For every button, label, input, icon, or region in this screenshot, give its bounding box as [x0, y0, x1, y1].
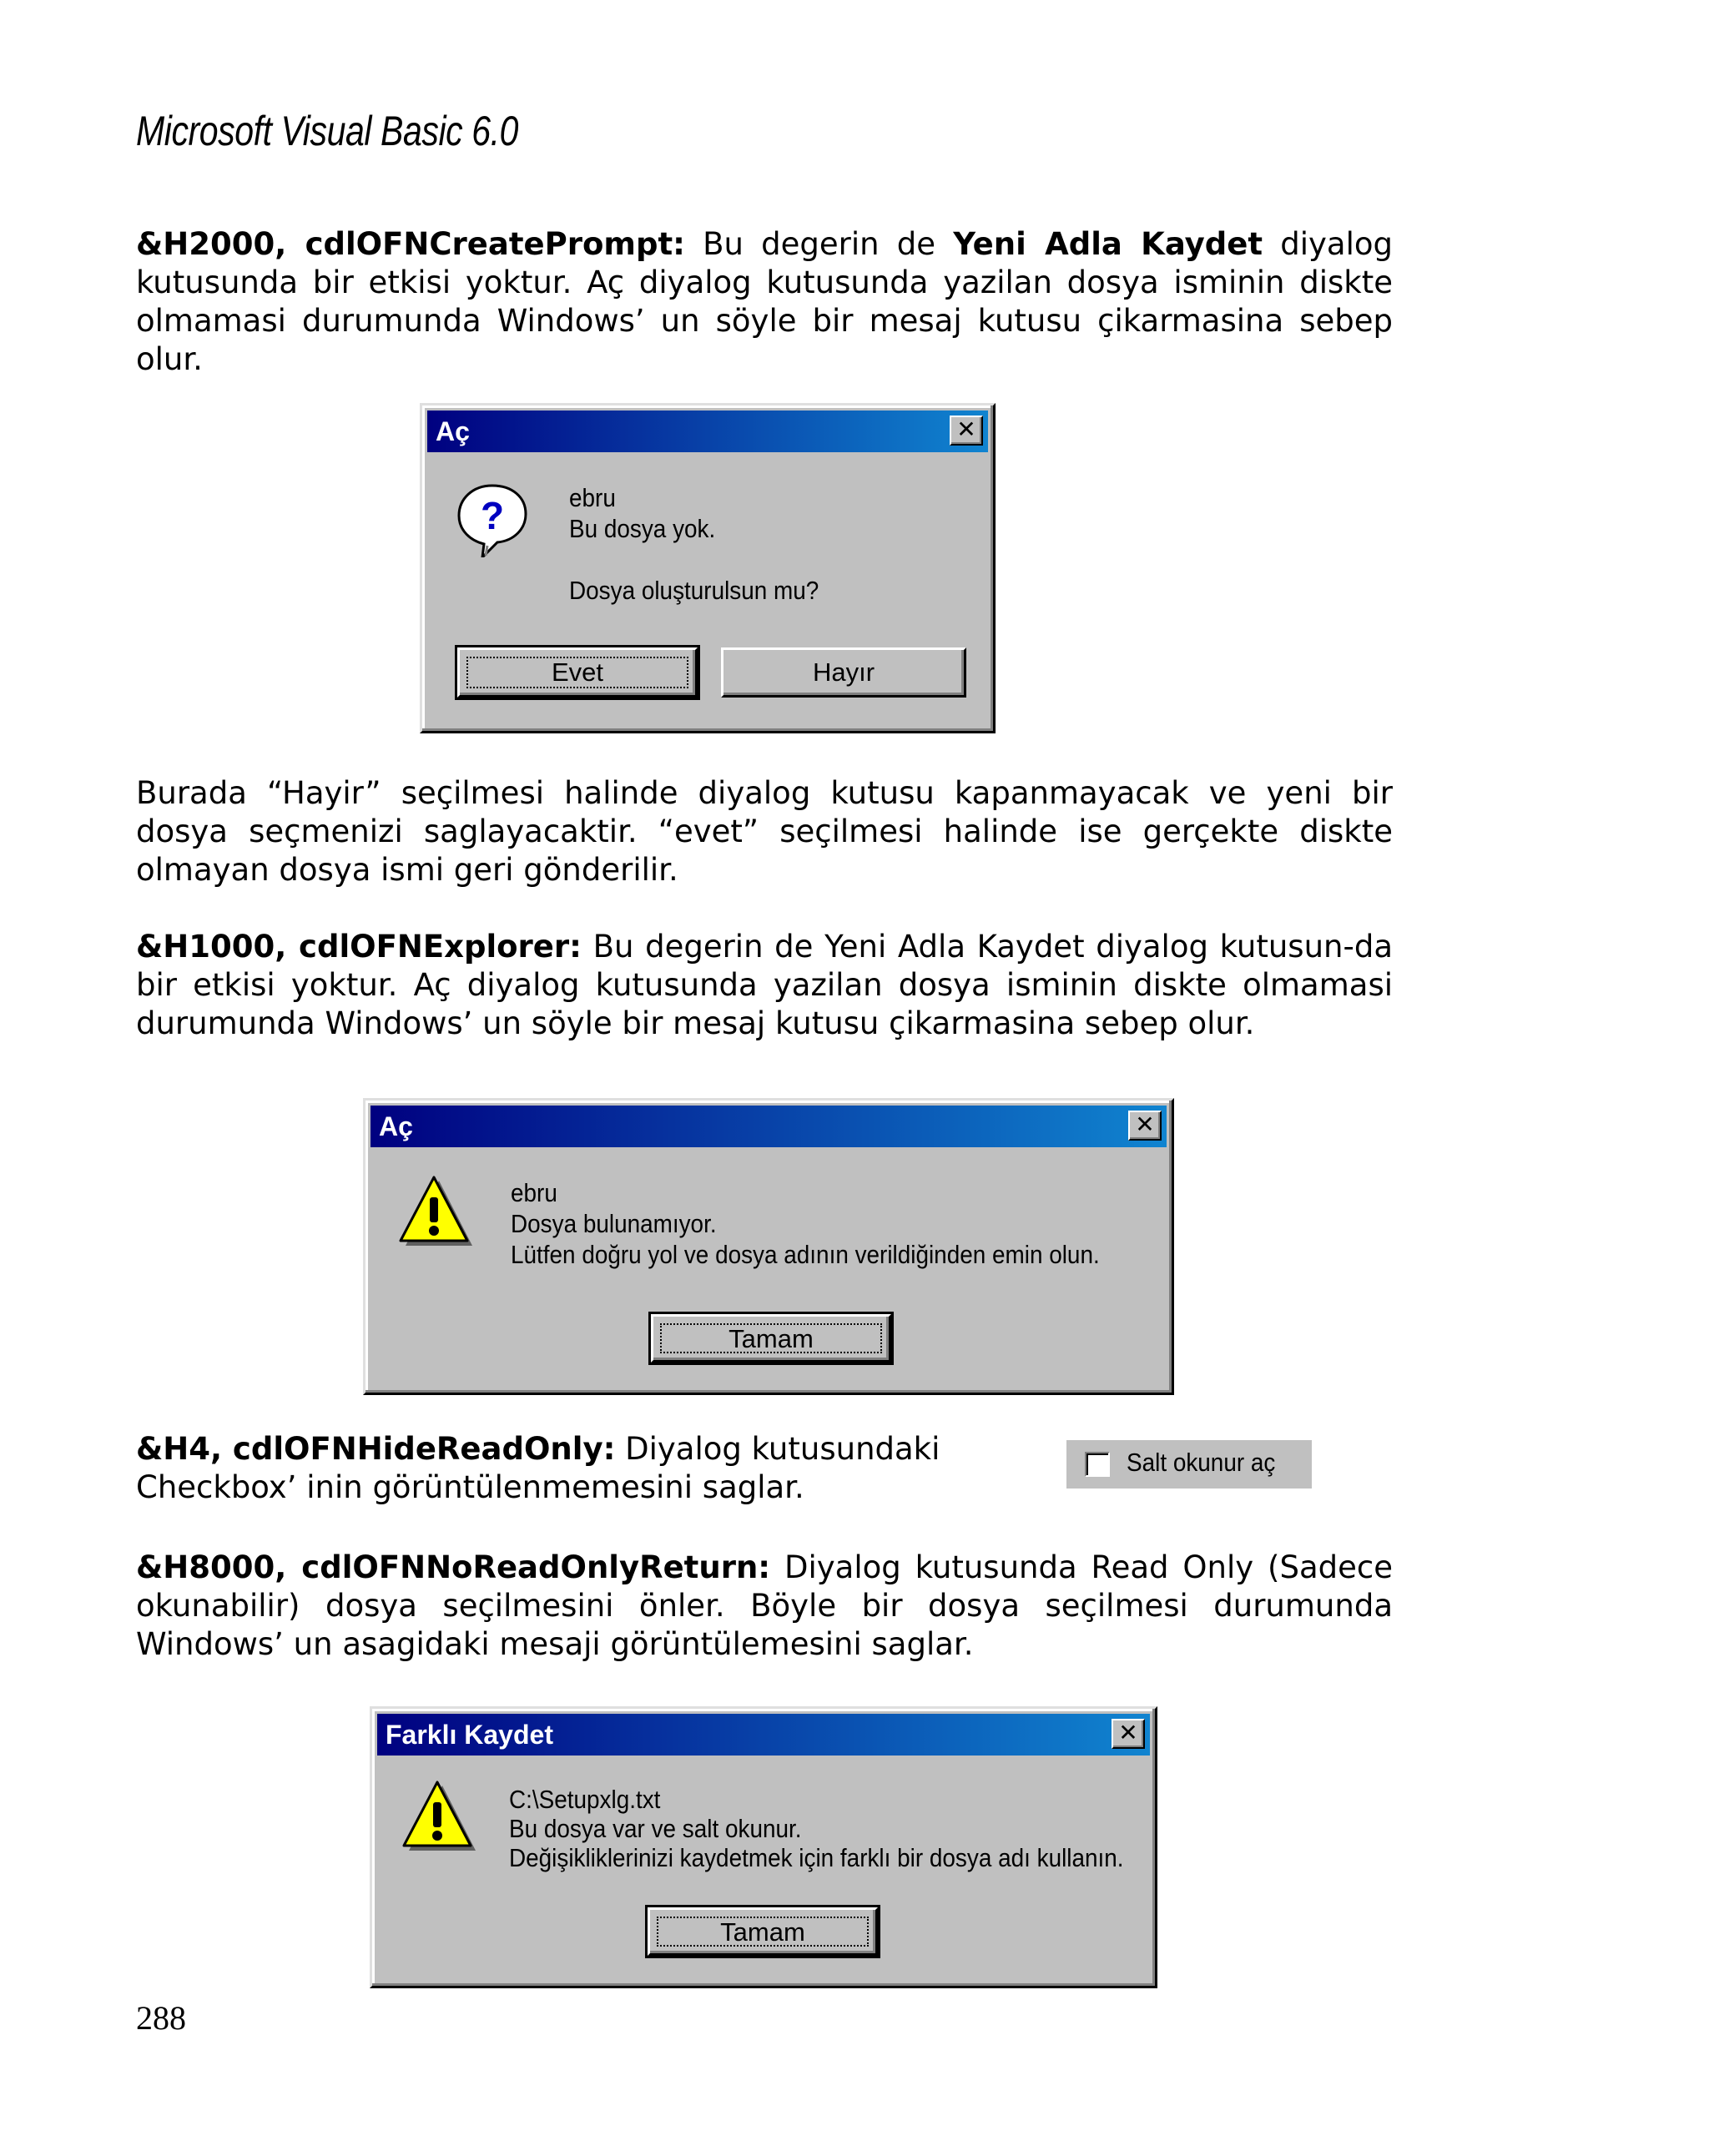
- dialog-message: Bu dosya yok.: [569, 514, 716, 543]
- dialog-titlebar: [427, 411, 988, 452]
- paragraph-no-readonly-return: [136, 1549, 1393, 1664]
- paragraph-hayir-evet: Burada “Hayir” seçilmesi halinde diyalog kutusu kapanmayacak ve yeni bir dosya seçmenizi saglayacaktir. “evet” seçilmesi halinde ise gerçekte diskte olmayan dosya ismi geri gönderilir.: [136, 775, 1393, 888]
- dialog-filename: ebru: [569, 483, 616, 512]
- no-button[interactable]: [721, 647, 966, 698]
- dialog-titlebar: [377, 1714, 1150, 1756]
- dialog-create-prompt: [420, 403, 996, 733]
- paragraph-text: Bu degerin de: [684, 226, 954, 262]
- svg-text:?: ?: [480, 494, 505, 537]
- paragraph-text: Diyalog kutusundaki Checkbox’ inin görüntülenmemesini saglar.: [136, 1431, 940, 1505]
- page-header-title: Microsoft Visual Basic 6.0: [136, 108, 519, 154]
- no-button-label: Hayır: [812, 657, 875, 687]
- term-yeni-adla-kaydet: Yeni Adla Kaydet: [953, 226, 1263, 262]
- dialog-file-not-found: [363, 1098, 1174, 1395]
- term-hide-readonly: &H4, cdlOFNHideReadOnly:: [136, 1431, 616, 1467]
- ok-button-label: Tamam: [720, 1917, 805, 1947]
- close-button[interactable]: ✕: [1112, 1719, 1145, 1749]
- term-create-prompt: &H2000, cdlOFNCreatePrompt:: [136, 226, 685, 262]
- paragraph-hide-readonly: [136, 1430, 970, 1507]
- dialog-hint: Değişikliklerinizi kaydetmek için farklı bir dosya adı kullanın.: [509, 1843, 1124, 1872]
- close-button[interactable]: ✕: [1128, 1111, 1162, 1141]
- paragraph-text: Diyalog kutusunda Read Only (Sadece okunabilir) dosya seçilmesini önler. Böyle bir dosya seçilmesi durumunda Windows’ un asagidaki mesaji görüntülemesini saglar.: [136, 1549, 1393, 1662]
- warning-icon: [399, 1779, 479, 1856]
- yes-button[interactable]: [457, 647, 698, 698]
- dialog-title: Farklı Kaydet: [386, 1720, 553, 1750]
- dialog-question: Dosya oluşturulsun mu?: [569, 576, 819, 605]
- readonly-checkbox[interactable]: [1085, 1452, 1110, 1477]
- page-number: 288: [136, 1999, 186, 2037]
- ok-button-label: Tamam: [728, 1324, 814, 1353]
- paragraph-text: Bu degerin de Yeni Adla Kaydet diyalog kutusun-da bir etkisi yoktur. Aç diyalog kutusunda yazilan dosya isminin diskte olmamasi durumunda Windows’ un söyle bir mesaj kutusu çikarmasina sebep olur.: [136, 929, 1393, 1041]
- readonly-checkbox-sample: [1066, 1440, 1312, 1489]
- question-icon: [454, 481, 531, 557]
- paragraph-text: diyalog kutusunda bir etkisi yoktur. Aç diyalog kutusunda yazilan dosya isminin diskte olmamasi durumunda Windows’ un söyle bir mesaj kutusu çikarmasina sebep olur.: [136, 226, 1393, 377]
- dialog-message: Bu dosya var ve salt okunur.: [509, 1814, 802, 1843]
- warning-icon: [396, 1174, 476, 1251]
- dialog-title: Aç: [379, 1111, 413, 1141]
- dialog-save-as-readonly: [370, 1706, 1157, 1988]
- dialog-message: Dosya bulunamıyor.: [511, 1209, 717, 1238]
- paragraph-explorer: [136, 928, 1393, 1043]
- close-button[interactable]: ✕: [950, 416, 983, 446]
- dialog-title: Aç: [436, 416, 470, 446]
- ok-button[interactable]: [651, 1314, 891, 1363]
- readonly-checkbox-label: Salt okunur aç: [1127, 1448, 1276, 1477]
- term-explorer: &H1000, cdlOFNExplorer:: [136, 929, 582, 965]
- dialog-filename: ebru: [511, 1178, 557, 1207]
- dialog-titlebar: [371, 1106, 1167, 1147]
- dialog-filename: C:\Setupxlg.txt: [509, 1785, 661, 1814]
- yes-button-label: Evet: [551, 657, 604, 687]
- ok-button[interactable]: [648, 1907, 878, 1956]
- dialog-hint: Lütfen doğru yol ve dosya adının verildiğinden emin olun.: [511, 1240, 1100, 1269]
- term-no-readonly-return: &H8000, cdlOFNNoReadOnlyReturn:: [136, 1549, 771, 1585]
- paragraph-create-prompt: [136, 225, 1393, 379]
